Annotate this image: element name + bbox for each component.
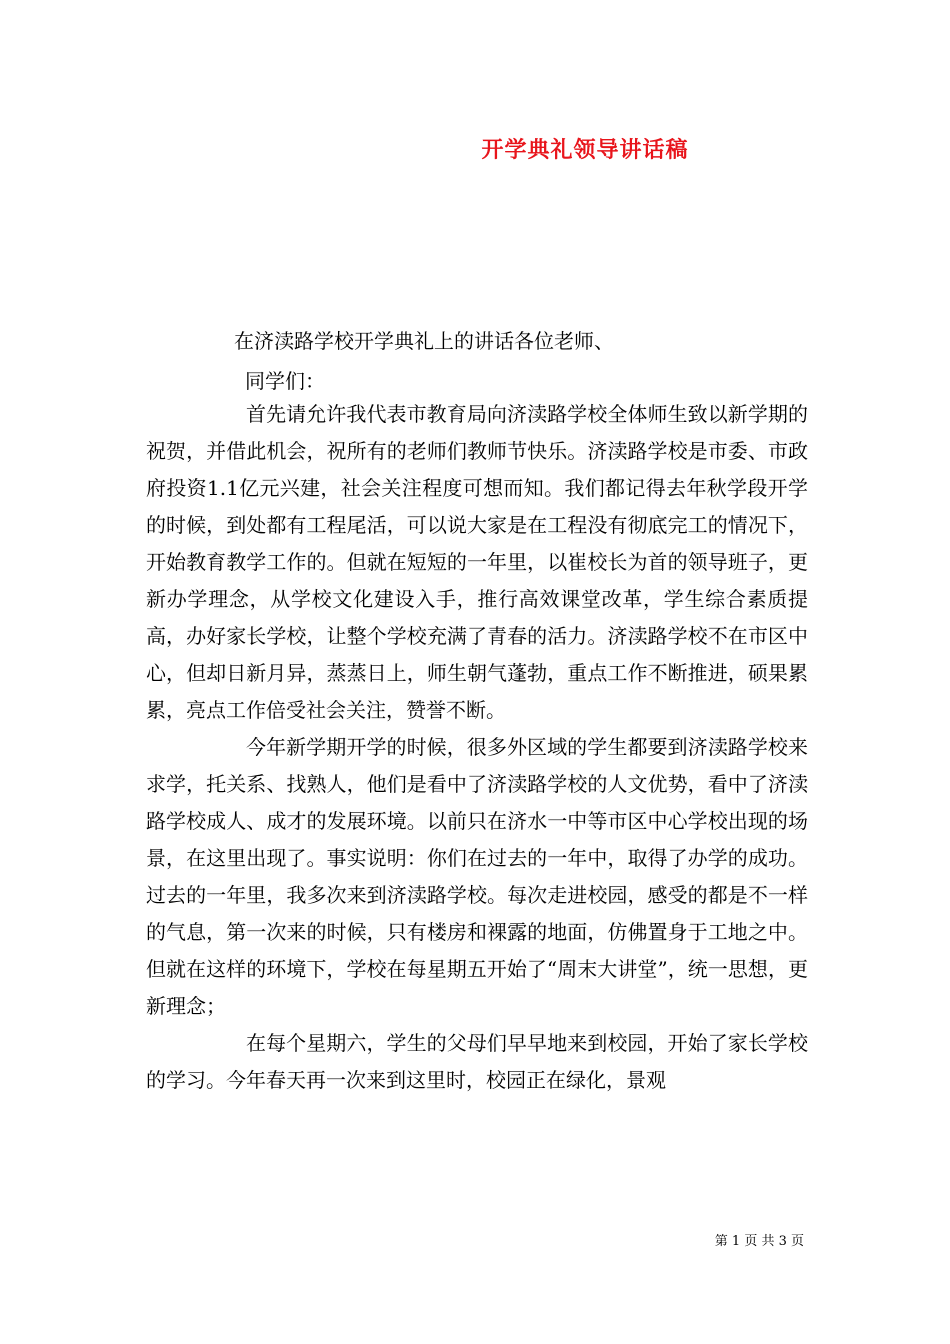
body-paragraph-1: 首先请允许我代表市教育局向济渎路学校全体师生致以新学期的祝贺，并借此机会，祝所有的老师们教师节快乐。济渎路学校是市委、市政府投资1.1亿元兴建，社会关注程度可想而知。我们都记得去年秋学段开学的时候，到处都有工程尾活，可以说大家是在工程没有彻底完工的情况下，开始教育教学工作的。但就在短短的一年里，以崔校长为首的领导班子，更新办学理念，从学校文化建设入手，推行高效课堂改革，学生综合素质提高，办好家长学校，让整个学校充满了青春的活力。济渎路学校不在市区中心，但却日新月异，蒸蒸日上，师生朝气蓬勃，重点工作不断推进，硕果累累，亮点工作倍受社会关注，赞誉不断。 [146, 402, 808, 722]
page-number-footer: 第 1 页 共 3 页 [714, 1234, 804, 1249]
document-body [146, 396, 808, 1099]
speech-subtitle: 在济渎路学校开学典礼上的讲话各位老师、 [234, 329, 614, 353]
body-paragraph-3: 在每个星期六，学生的父母们早早地来到校园，开始了家长学校的学习。今年春天再一次来到这里时，校园正在绿化，景观 [146, 1031, 808, 1092]
speech-salutation: 同学们： [245, 369, 325, 393]
document-title: 开学典礼领导讲话稿 [481, 137, 689, 163]
body-paragraph-2: 今年新学期开学的时候，很多外区域的学生都要到济渎路学校来求学，托关系、找熟人，他们是看中了济渎路学校的人文优势，看中了济渎路学校成人、成才的发展环境。以前只在济水一中等市区中心学校出现的场景，在这里出现了。事实说明：你们在过去的一年中，取得了办学的成功。过去的一年里，我多次来到济渎路学校。每次走进校园，感受的都是不一样的气息，第一次来的时候，只有楼房和裸露的地面，仿佛置身于工地之中。但就在这样的环境下，学校在每星期五开始了“周末大讲堂”，统一思想，更新理念； [146, 735, 808, 1018]
